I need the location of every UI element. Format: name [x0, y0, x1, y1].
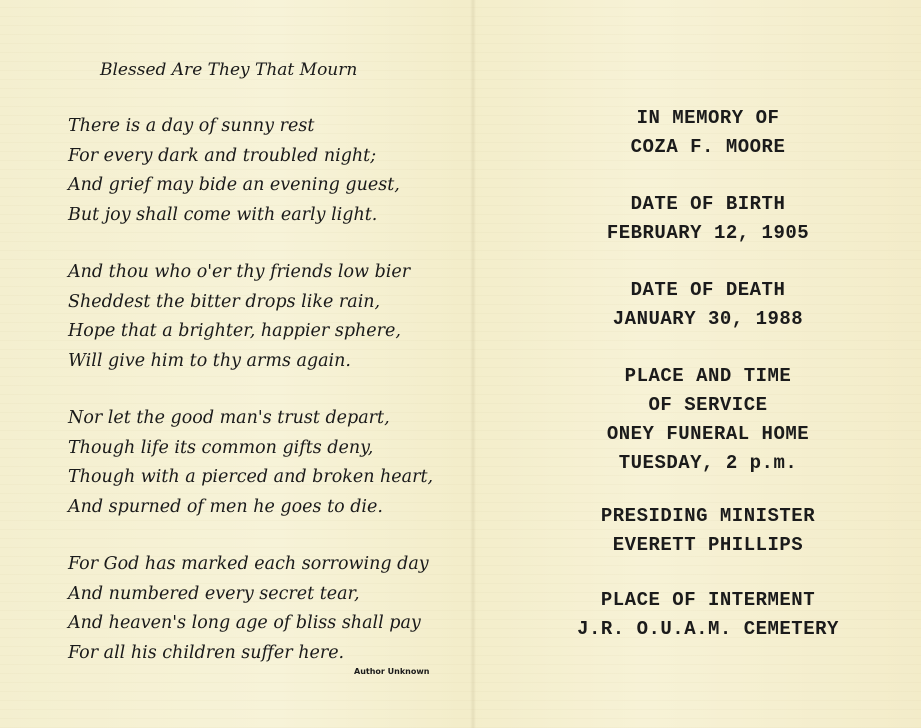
in-memory-label: IN MEMORY OF [636, 107, 780, 129]
poem-line: And thou who o'er thy friends low bier [68, 262, 411, 282]
death-block [498, 276, 918, 334]
interment-label: PLACE OF INTERMENT [600, 589, 816, 611]
poem-line: For all his children suffer here. [68, 642, 345, 663]
poem-title: Blessed Are They That Mourn [100, 60, 358, 80]
death-label: DATE OF DEATH [630, 279, 786, 301]
service-place: ONEY FUNERAL HOME [606, 423, 810, 445]
minister-name: EVERETT PHILLIPS [612, 534, 804, 556]
in-memory-block [498, 104, 918, 162]
poem-line: For every dark and troubled night; [68, 145, 377, 166]
service-time: TUESDAY, 2 p.m. [618, 452, 798, 474]
poem-stanza [68, 112, 400, 230]
poem-author: Author Unknown [354, 667, 430, 676]
poem-line: Will give him to thy arms again. [68, 350, 351, 371]
interment-place: J.R. O.U.A.M. CEMETERY [577, 618, 839, 640]
card-fold-line [470, 0, 476, 728]
poem-line: And spurned of men he goes to die. [68, 496, 383, 517]
poem-line: Nor let the good man's trust depart, [68, 408, 390, 428]
poem-stanza [68, 404, 433, 522]
poem-line: There is a day of sunny rest [68, 116, 315, 136]
service-label-line-2: OF SERVICE [648, 394, 768, 416]
minister-label: PRESIDING MINISTER [600, 505, 816, 527]
poem-line: But joy shall come with early light. [68, 204, 378, 225]
deceased-name: COZA F. MOORE [630, 136, 786, 158]
poem-line: And grief may bide an evening guest, [68, 175, 400, 195]
poem-line: For God has marked each sorrowing day [68, 554, 429, 574]
minister-block [498, 502, 918, 560]
birth-date: FEBRUARY 12, 1905 [606, 222, 810, 244]
birth-label: DATE OF BIRTH [630, 193, 786, 215]
interment-block [498, 586, 918, 644]
death-date: JANUARY 30, 1988 [612, 308, 804, 330]
poem-line: And heaven's long age of bliss shall pay [68, 613, 421, 633]
poem-line: Hope that a brighter, happier sphere, [68, 321, 401, 341]
poem-line: Though life its common gifts deny, [68, 437, 374, 458]
birth-block [498, 190, 918, 248]
service-block [498, 362, 918, 478]
poem-line: And numbered every secret tear, [68, 583, 360, 604]
poem-stanza [68, 258, 410, 376]
poem-stanza [68, 550, 429, 668]
service-label-line-1: PLACE AND TIME [624, 365, 792, 387]
poem-line: Sheddest the bitter drops like rain, [68, 291, 381, 312]
poem-line: Though with a pierced and broken heart, [68, 467, 434, 487]
